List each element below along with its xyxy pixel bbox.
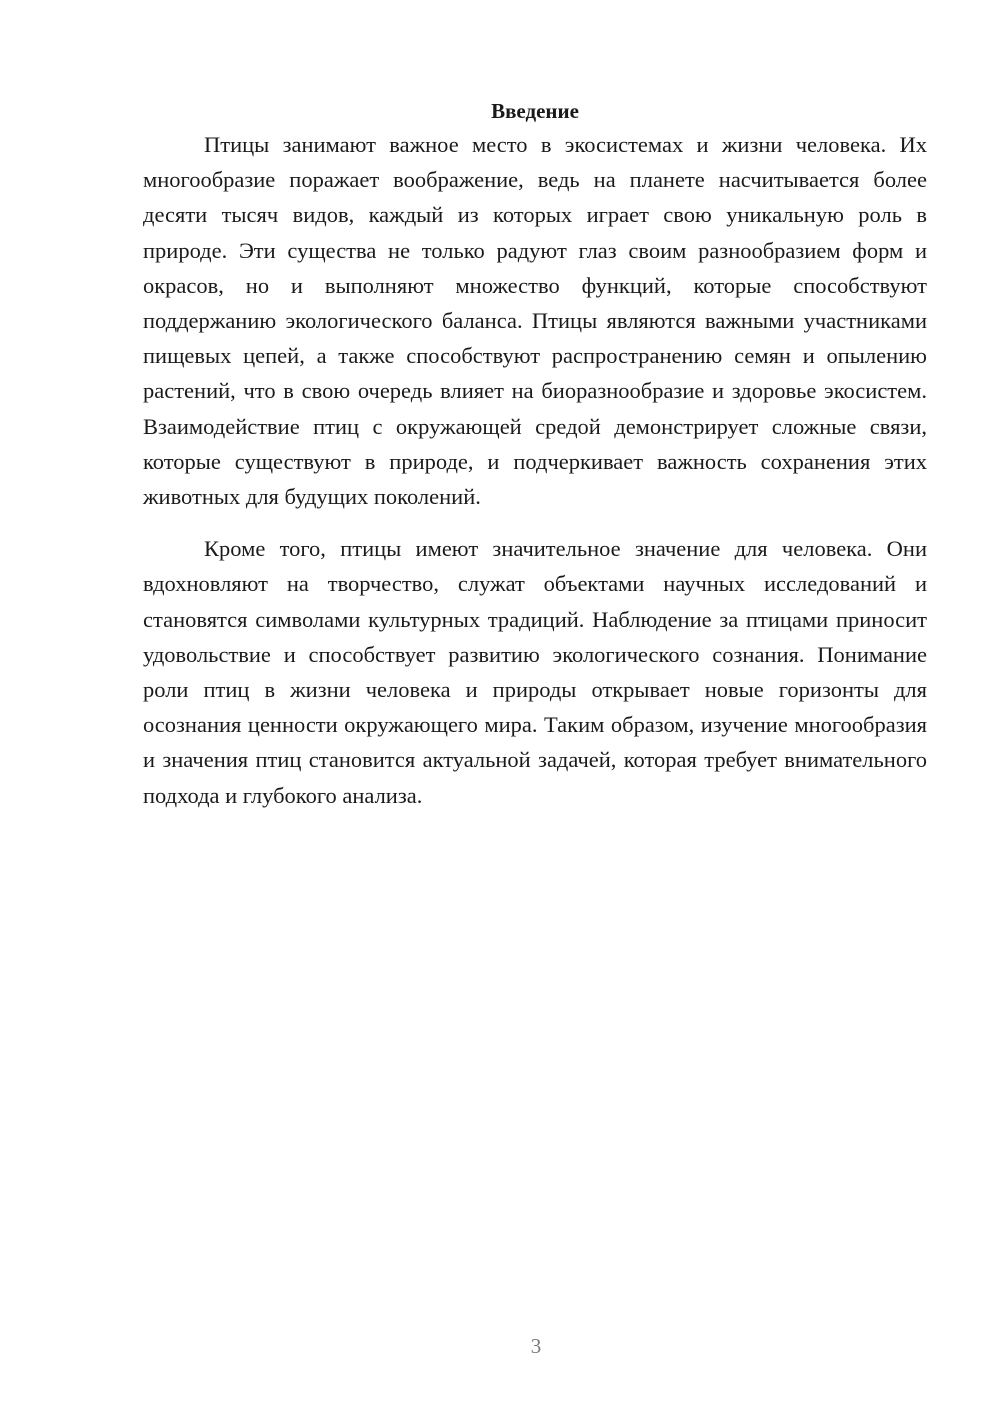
page-content [143,95,927,813]
paragraph-1: Птицы занимают важное место в экосистемах и жизни человека. Их многообразие поражает воображение, ведь на планете насчитывается более десяти тысяч видов, каждый из которых играет свою уникальную роль в природе. Эти существа не только радуют глаз своим разнообразием форм и окрасов, но и выполняют множество функций, которые способствуют поддержанию экологического баланса. Птицы являются важными участниками пищевых цепей, а также способствуют распространению семян и опылению растений, что в свою очередь влияет на биоразнообразие и здоровье экосистем. Взаимодействие птиц с окружающей средой демонстрирует сложные связи, которые существуют в природе, и подчеркивает важность сохранения этих животных для будущих поколений. [143,132,927,510]
section-title: Введение [491,99,579,123]
paragraph-2: Кроме того, птицы имеют значительное значение для человека. Они вдохновляют на творчество, служат объектами научных исследований и становятся символами культурных традиций. Наблюдение за птицами приносит удовольствие и способствует развитию экологического сознания. Понимание роли птиц в жизни человека и природы открывает новые горизонты для осознания ценности окружающего мира. Таким образом, изучение многообразия и значения птиц становится актуальной задачей, которая требует внимательного подхода и глубокого анализа. [143,536,927,808]
page-number: 3 [530,1334,542,1358]
